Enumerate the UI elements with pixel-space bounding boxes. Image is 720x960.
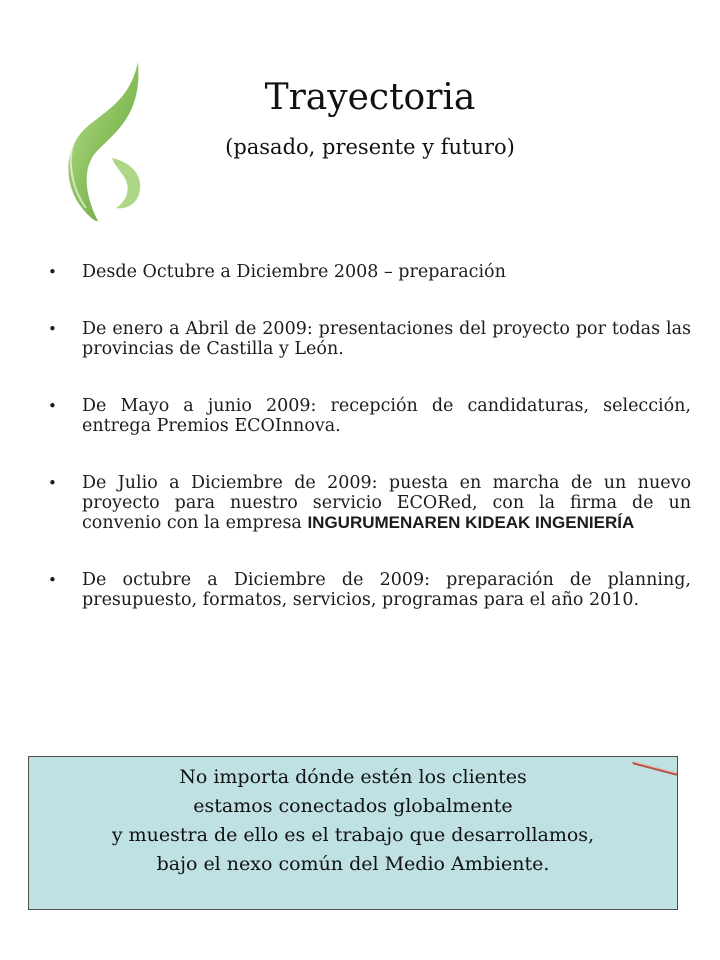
bullet-icon: • [48,320,57,338]
list-item-text: De enero a Abril de 2009: presentaciones del proyecto por todas las provincias de Castilla y León. [82,319,691,359]
quote-line: estamos conectados globalmente [193,795,513,817]
company-name: INGURUMENAREN KIDEAK INGENIERÍA [307,513,635,532]
bullet-icon: • [48,263,57,281]
quote-line: y muestra de ello es el trabajo que desarrollamos, [111,824,595,846]
list-item-text: De octubre a Diciembre de 2009: preparación de planning, presupuesto, formatos, servicios, programas para el año 2010. [82,570,691,610]
bullet-icon: • [48,397,57,415]
list-item [48,473,691,533]
quote-box [28,756,678,910]
page-title: Trayectoria [264,77,476,118]
list-item [48,570,691,610]
page-subtitle: (pasado, presente y futuro) [225,135,515,159]
list-item [48,396,691,436]
bullet-icon: • [48,571,57,589]
list-item-text: Desde Octubre a Diciembre 2008 – preparación [82,262,506,282]
list-item-text: De Julio a Diciembre de 2009: puesta en marcha de un nuevo proyecto para nuestro servicio ECORed, con la firma de un convenio con la empresa [82,473,691,533]
green-leaf-swirl-icon [60,58,160,223]
list-item-text: De Mayo a junio 2009: recepción de candidaturas, selección, entrega Premios ECOInnova. [82,396,691,436]
timeline-list [48,262,691,647]
pencil-stroke-icon [632,760,680,780]
quote-line: No importa dónde estén los clientes [179,766,527,788]
quote-line: bajo el nexo común del Medio Ambiente. [156,853,550,875]
list-item [48,262,691,282]
list-item [48,319,691,359]
bullet-icon: • [48,474,57,492]
